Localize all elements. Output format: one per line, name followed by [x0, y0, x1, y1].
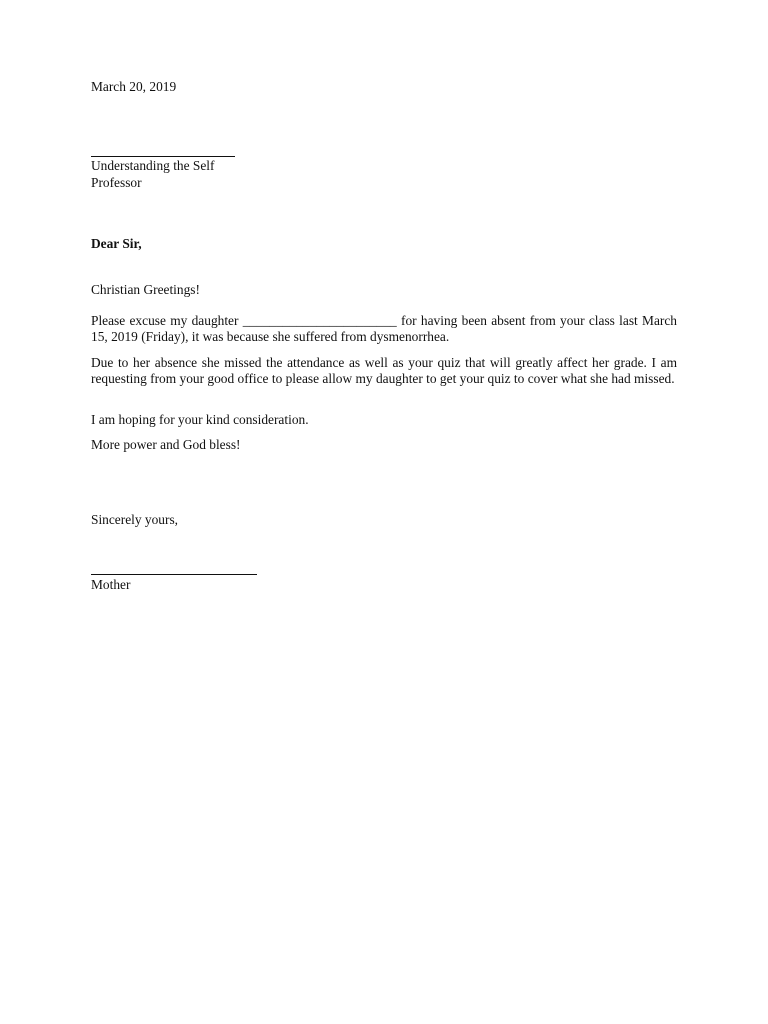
- greeting: Christian Greetings!: [91, 282, 200, 297]
- salutation: Dear Sir,: [91, 236, 142, 251]
- body-paragraph-2: Due to her absence she missed the attendance as well as your quiz that will greatly affect her grade. I am requesting from your good office to please allow my daughter to get your quiz to cover what she had missed.: [91, 355, 677, 386]
- body-paragraph-1: Please excuse my daughter _______________________ for having been absent from your class last March 15, 2019 (Friday), it was because she suffered from dysmenorrhea.: [91, 313, 677, 344]
- closing: Sincerely yours,: [91, 512, 179, 527]
- recipient-line-1: Understanding the Self: [91, 158, 215, 173]
- body-paragraph-4: More power and God bless!: [91, 437, 241, 452]
- recipient-line-2: Professor: [91, 175, 142, 190]
- body-paragraph-3: I am hoping for your kind consideration.: [91, 412, 309, 427]
- signer-title: Mother: [91, 577, 131, 592]
- letter-date: March 20, 2019: [91, 79, 177, 94]
- recipient-name-blank: [91, 156, 235, 157]
- signature-line: [91, 574, 257, 575]
